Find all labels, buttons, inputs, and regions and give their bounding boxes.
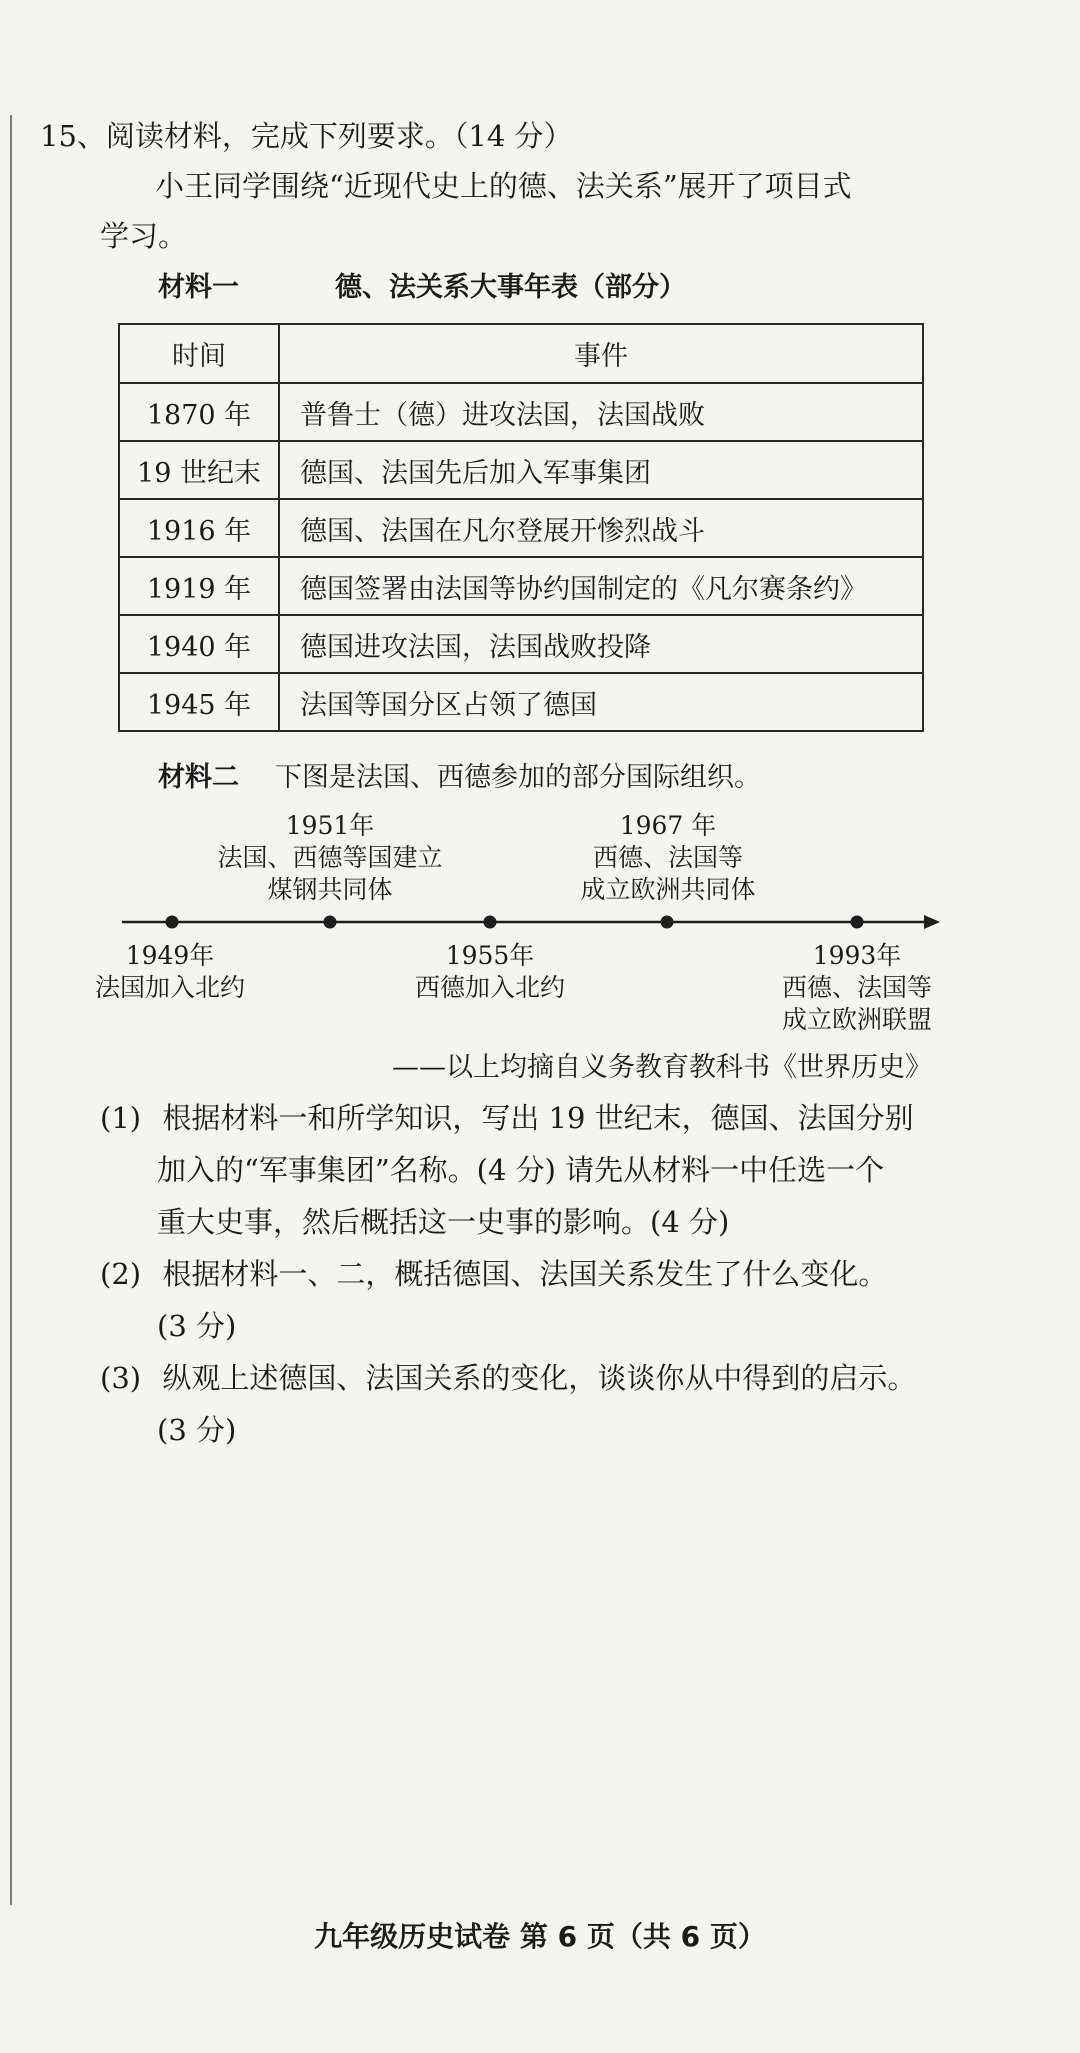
subquestion-1-line-2: 加入的“军事集团”名称。(4 分) 请先从材料一中任选一个 [157,1153,885,1187]
subquestion-text: 根据材料一和所学知识，写出 19 世纪末，德国、法国分别 [162,1101,914,1135]
timeline-dot-1951 [324,916,337,929]
timeline-dot-1993 [851,916,864,929]
subquestion-3-line-1 [100,1360,916,1396]
row-time: 1870 年 [119,383,279,441]
subquestion-number: (2) [100,1257,142,1291]
question-number: 15、 [40,119,106,153]
subquestion-number: (1) [100,1101,142,1135]
timeline-event: 成立欧洲联盟 [781,1005,932,1034]
row-time: 1916 年 [119,499,279,557]
page-footer: 九年级历史试卷 第 6 页（共 6 页） [314,1920,766,1953]
subquestion-3-line-2: (3 分) [157,1413,237,1447]
timeline-label-1949 [85,940,255,1004]
material2-text: 下图是法国、西德参加的部分国际组织。 [275,762,761,793]
timeline-year: 1951年 [285,811,375,840]
timeline-year: 1955年 [445,941,535,970]
timeline-dot-1967 [661,916,674,929]
material2-label: 材料二 [158,762,239,793]
row-time: 1945 年 [119,673,279,731]
timeline-event: 西德加入北约 [414,973,565,1002]
subquestion-2-line-1 [100,1256,887,1292]
row-event: 德国、法国在凡尔登展开惨烈战斗 [279,499,923,557]
row-event: 法国等国分区占领了德国 [279,673,923,731]
subquestion-number: (3) [100,1361,142,1395]
row-event: 德国签署由法国等协约国制定的《凡尔赛条约》 [279,557,923,615]
timeline-event: 法国、西德等国建立 [217,843,443,872]
timeline-dot-1955 [484,916,497,929]
subquestion-1-line-1 [100,1100,914,1136]
source-citation: ——以上均摘自义务教育教科书《世界历史》 [392,1052,932,1083]
timeline-arrowhead [924,915,940,929]
timeline-year: 1949年 [125,941,215,970]
header-event: 事件 [279,324,923,383]
timeline-event: 成立欧洲共同体 [580,875,756,904]
timeline-event: 西德、法国等 [592,843,743,872]
timeline-event: 法国加入北约 [94,973,245,1002]
subquestion-2-line-2: (3 分) [157,1309,237,1343]
timeline-dot-1949 [166,916,179,929]
subquestion-text: 纵观上述德国、法国关系的变化，谈谈你从中得到的启示。 [162,1361,917,1395]
timeline-label-1955 [405,940,575,1004]
header-time: 时间 [119,324,279,383]
row-event: 德国、法国先后加入军事集团 [279,441,923,499]
timeline-event: 煤钢共同体 [267,875,393,904]
material1-label: 材料一 [158,272,239,303]
row-event: 普鲁士（德）进攻法国，法国战败 [279,383,923,441]
row-event: 德国进攻法国，法国战败投降 [279,615,923,673]
timeline-label-1967 [543,810,793,906]
subquestion-1-line-3: 重大史事，然后概括这一史事的影响。(4 分) [157,1205,730,1239]
intro-line-1: 小王同学围绕“近现代史上的德、法关系”展开了项目式 [155,169,852,203]
row-time: 1940 年 [119,615,279,673]
timeline-year: 1967 年 [619,811,717,840]
question-instruction: 阅读材料，完成下列要求。（14 分） [105,119,573,153]
subquestion-text: 根据材料一、二，概括德国、法国关系发生了什么变化。 [162,1257,888,1291]
timeline-label-1951 [210,810,450,906]
timeline-event: 西德、法国等 [781,973,932,1002]
timeline-label-1993 [762,940,952,1036]
row-time: 19 世纪末 [119,441,279,499]
timeline-year: 1993年 [812,941,902,970]
intro-line-2: 学习。 [100,219,188,253]
row-time: 1919 年 [119,557,279,615]
material1-title: 德、法关系大事年表（部分） [335,272,686,303]
